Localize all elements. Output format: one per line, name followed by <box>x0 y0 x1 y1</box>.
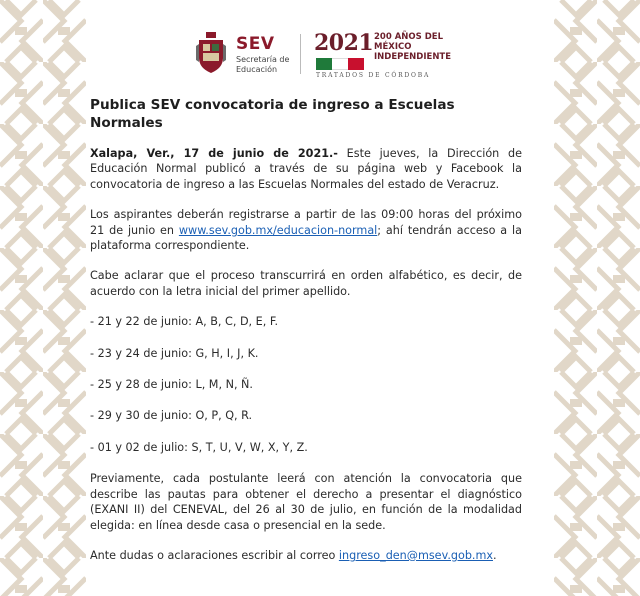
paragraph-intro <box>90 146 522 192</box>
contact-email-link[interactable]: ingreso_den@msev.gob.mx <box>338 548 493 562</box>
header-divider <box>300 34 301 74</box>
sev-logo <box>196 32 296 80</box>
registration-text-after: ; ahí tendrán acceso a la plataforma correspondiente. <box>90 223 522 253</box>
contact-text-before: Ante dudas o aclaraciones escribir al correo <box>90 548 339 562</box>
anniversary-text: 200 AÑOS DEL MÉXICO INDEPENDIENTE <box>374 32 452 62</box>
veracruz-shield-icon <box>196 32 226 74</box>
article <box>90 96 522 578</box>
paragraph-registration <box>90 207 522 253</box>
sev-name: Secretaría de Educación <box>236 55 290 74</box>
intro-text: Este jueves, la Dirección de Educación Normal publicó a través de su página web y Facebook la convocatoria de ingreso a las Escuelas Normales del estado de Veracruz. <box>90 147 522 191</box>
schedule-item: - 29 y 30 de junio: O, P, Q, R. <box>90 409 253 423</box>
anniversary-subtitle: TRATADOS DE CÓRDOBA <box>316 72 431 79</box>
contact-text-after: . <box>493 548 497 562</box>
schedule-item: - 21 y 22 de junio: A, B, C, D, E, F. <box>90 315 279 329</box>
paragraph-diagnostic: Previamente, cada postulante leerá con atención la convocatoria que describe las pautas para obtener el derecho a presentar el diagnóstico (EXANI II) del CENEVAL, del 26 al 30 de julio, en función de la modalidad elegida: en línea desde casa o presencial en la sede. <box>90 472 522 532</box>
schedule-item: - 01 y 02 de julio: S, T, U, V, W, X, Y, Z. <box>90 440 308 454</box>
paragraph-contact <box>90 548 522 563</box>
paragraph-order: Cabe aclarar que el proceso transcurrirá en orden alfabético, es decir, de acuerdo con la letra inicial del primer apellido. <box>90 269 522 298</box>
article-title: Publica SEV convocatoria de ingreso a Escuelas Normales <box>90 97 455 131</box>
registration-text-before: Los aspirantes deberán registrarse a partir de las 09:00 horas del próximo 21 de junio en <box>90 208 522 237</box>
anniversary-logo <box>314 28 454 84</box>
greca-border-right <box>554 0 640 596</box>
greca-border-left <box>0 0 86 596</box>
dateline: Xalapa, Ver., 17 de junio de 2021.- <box>90 147 338 160</box>
header-logos <box>0 28 640 84</box>
sev-normal-link[interactable]: www.sev.gob.mx/educacion-normal <box>178 223 378 237</box>
schedule-item: - 23 y 24 de junio: G, H, I, J, K. <box>90 346 259 360</box>
mexico-flag-icon <box>316 58 364 70</box>
schedule-item: - 25 y 28 de junio: L, M, N, Ñ. <box>90 378 253 392</box>
anniversary-year: 2021 <box>314 30 374 56</box>
sev-acronym: SEV <box>236 34 275 54</box>
